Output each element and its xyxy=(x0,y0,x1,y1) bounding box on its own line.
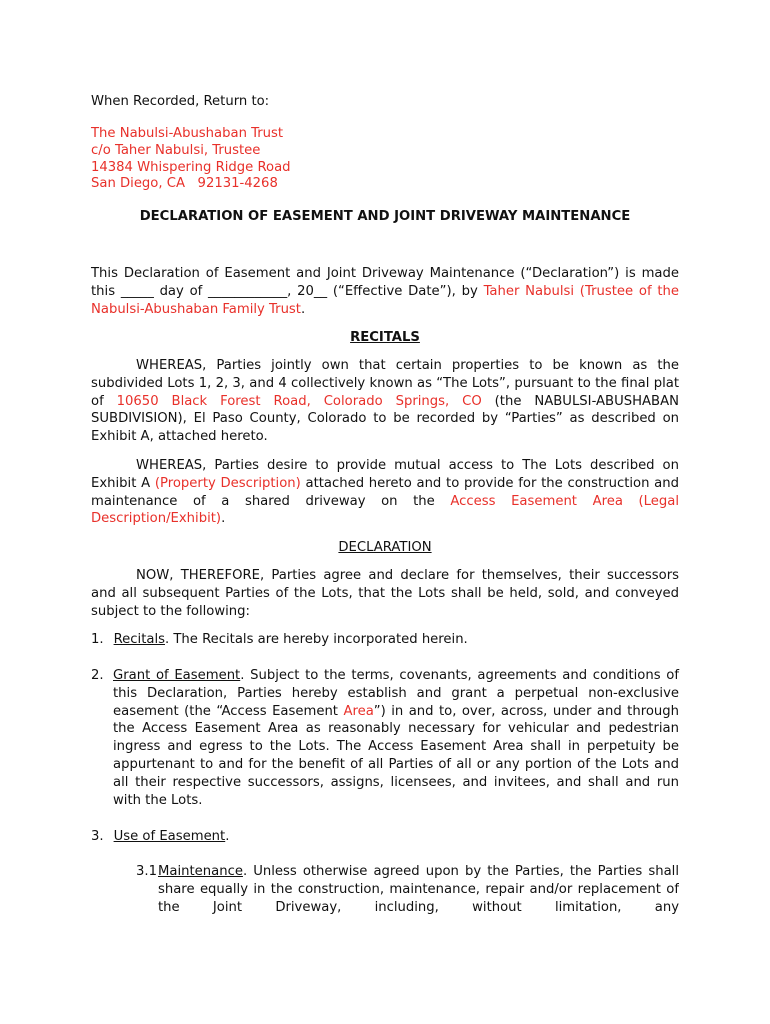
sub-item-number: 3.1 xyxy=(136,864,157,879)
intro-text-end: . xyxy=(300,301,306,317)
sub-item-title: Maintenance xyxy=(158,864,243,879)
property-address: 10650 Black Forest Road, Colorado Springs, CO xyxy=(116,393,482,409)
item-use-of-easement xyxy=(91,828,229,846)
address-line-4: San Diego, CA 92131-4268 xyxy=(91,176,278,192)
intro-text: This Declaration of Easement and Joint Driveway Maintenance (“Declaration”) is made this _____ day of ____________, 20__ (“Effective Date”), by xyxy=(91,266,679,299)
whereas1-text: WHEREAS, Parties jointly own that certain properties to be known as the subdivided Lots 1, 2, 3, and 4 collectively known as “The Lots”, pursuant to the final plat of xyxy=(91,358,679,409)
return-address xyxy=(91,126,291,193)
return-to-heading: When Recorded, Return to: xyxy=(91,94,270,109)
item-text: . The Recitals are hereby incorporated herein. xyxy=(164,632,468,647)
item-text-end: ”) in and to, over, across, under and through the Access Easement Area as reasonably necessary for vehicular and pedestrian ingress and egress to the Lots. The Access Easement Area shall in perpetuity be appurtenant to and for the benefit of all Parties of all or any portion of the Lots and all their respective successors, assigns, licensees, and invitees, and shall and run with the Lots. xyxy=(113,703,679,808)
item-title: Recitals xyxy=(113,632,165,647)
whereas-paragraph-2 xyxy=(91,457,679,528)
item-title: Use of Easement xyxy=(113,829,226,844)
document-title: DECLARATION OF EASEMENT AND JOINT DRIVEWAY MAINTENANCE xyxy=(139,209,631,224)
intro-party-name: Taher Nabulsi (Trustee of the Nabulsi-Abushaban Family Trust xyxy=(91,283,680,317)
intro-paragraph xyxy=(91,265,679,318)
item-text: . Subject to the terms, covenants, agreements and conditions of this Declaration, Parties hereby establish and grant a perpetual non-exclusive easement (the “Access Easement xyxy=(113,668,679,719)
property-description-ref: (Property Description) xyxy=(154,475,301,491)
item-number: 3. xyxy=(91,829,104,844)
address-line-2: c/o Taher Nabulsi, Trustee xyxy=(91,142,261,158)
item-text: . xyxy=(225,829,230,844)
whereas2-text: WHEREAS, Parties desire to provide mutual access to The Lots described on Exhibit A xyxy=(91,458,679,491)
item-number: 1. xyxy=(91,632,104,647)
address-line-3: 14384 Whispering Ridge Road xyxy=(91,159,291,175)
whereas-paragraph-1 xyxy=(91,357,679,446)
whereas1-text-end: (the NABULSI-ABUSHABAN SUBDIVISION), El Paso County, Colorado to be recorded by “Parties” as described on Exhibit A, attached hereto. xyxy=(91,393,679,445)
item-recitals xyxy=(91,631,468,649)
item-grant-number: 2. xyxy=(91,668,104,683)
access-easement-ref: Access Easement Area (Legal Description/Exhibit) xyxy=(91,493,679,527)
item-text-area: Area xyxy=(343,703,374,719)
recitals-heading: RECITALS xyxy=(350,330,420,345)
address-line-1: The Nabulsi-Abushaban Trust xyxy=(91,126,284,141)
declaration-heading: DECLARATION xyxy=(338,540,432,555)
sub-item-text: . Unless otherwise agreed upon by the Parties, the Parties shall share equally in the construction, maintenance, repair and/or replacement of the Joint Driveway, including, without limitation, any xyxy=(158,864,679,915)
item-grant-of-easement xyxy=(113,667,679,809)
item-title: Grant of Easement xyxy=(113,668,241,683)
sub-item-maintenance xyxy=(158,863,679,916)
whereas2-text-mid: attached hereto and to provide for the construction and maintenance of a shared driveway on the xyxy=(91,475,679,509)
now-therefore-paragraph: NOW, THEREFORE, Parties agree and declare for themselves, their successors and all subsequent Parties of the Lots, that the Lots shall be held, sold, and conveyed subject to the following: xyxy=(91,568,679,619)
whereas2-text-end: . xyxy=(221,511,226,527)
